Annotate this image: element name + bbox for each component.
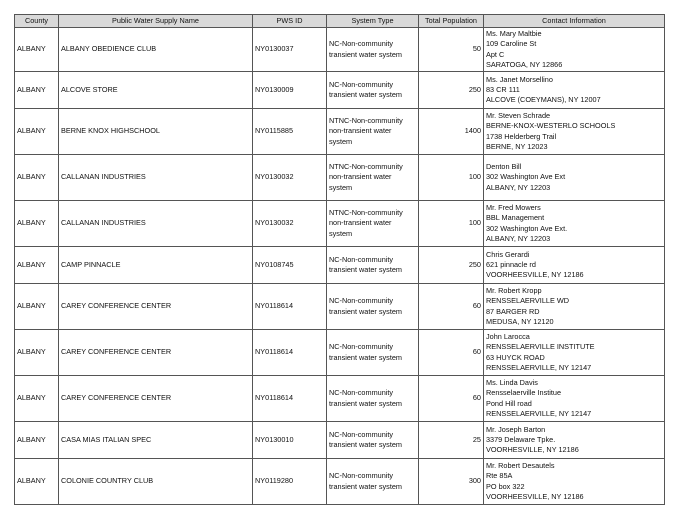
- cell-system-type: [327, 28, 419, 72]
- cell-system-type: [327, 109, 419, 155]
- cell-population: 1400: [419, 109, 484, 155]
- contact-line: ALBANY, NY 12203: [486, 182, 551, 192]
- system-type-line: transient water system: [329, 481, 402, 491]
- cell-pws-id: NY0119280: [253, 459, 327, 505]
- system-type-line: non-transient water: [329, 126, 392, 136]
- cell-contact: [484, 330, 665, 376]
- cell-contact: [484, 72, 665, 109]
- cell-system-type: [327, 72, 419, 109]
- cell-county: ALBANY: [15, 72, 59, 109]
- cell-name: CALLANAN INDUSTRIES: [59, 155, 253, 201]
- contact-line: Mr. Robert Desautels: [486, 461, 555, 471]
- header-county: County: [15, 15, 59, 28]
- contact-line: 1738 Helderberg Trail: [486, 131, 557, 141]
- system-type-line: NC-Non-community: [329, 254, 394, 264]
- table-row: [15, 247, 665, 284]
- cell-pws-id: NY0108745: [253, 247, 327, 284]
- cell-population: 60: [419, 284, 484, 330]
- cell-pws-id: NY0115885: [253, 109, 327, 155]
- system-type-line: transient water system: [329, 49, 402, 59]
- cell-contact: [484, 201, 665, 247]
- cell-population: 60: [419, 330, 484, 376]
- contact-line: Ms. Mary Maltbie: [486, 29, 542, 39]
- contact-line: Mr. Joseph Barton: [486, 424, 546, 434]
- system-type-line: system: [329, 228, 353, 238]
- table-row: [15, 330, 665, 376]
- system-type-line: system: [329, 136, 353, 146]
- contact-line: 109 Caroline St: [486, 39, 537, 49]
- cell-contact: [484, 459, 665, 505]
- cell-contact: [484, 28, 665, 72]
- contact-line: 302 Washington Ave Ext.: [486, 223, 568, 233]
- cell-system-type: [327, 247, 419, 284]
- cell-pws-id: NY0130032: [253, 201, 327, 247]
- system-type-line: transient water system: [329, 306, 402, 316]
- contact-line: 83 CR 111: [486, 84, 520, 94]
- contact-line: SARATOGA, NY 12866: [486, 59, 563, 69]
- contact-line: RENSSELAERVILLE, NY 12147: [486, 362, 592, 372]
- system-type-line: transient water system: [329, 398, 402, 408]
- cell-name: CAMP PINNACLE: [59, 247, 253, 284]
- cell-name: CAREY CONFERENCE CENTER: [59, 330, 253, 376]
- contact-line: 63 HUYCK ROAD: [486, 352, 545, 362]
- system-type-line: system: [329, 182, 353, 192]
- system-type-line: NC-Non-community: [329, 342, 394, 352]
- cell-population: 100: [419, 201, 484, 247]
- cell-population: 60: [419, 376, 484, 422]
- table-row: [15, 72, 665, 109]
- system-type-line: NC-Non-community: [329, 39, 394, 49]
- contact-line: Rte 85A: [486, 471, 513, 481]
- cell-contact: [484, 422, 665, 459]
- system-type-line: non-transient water: [329, 172, 392, 182]
- cell-county: ALBANY: [15, 376, 59, 422]
- contact-line: 87 BARGER RD: [486, 306, 540, 316]
- contact-line: Apt C: [486, 49, 505, 59]
- cell-name: COLONIE COUNTRY CLUB: [59, 459, 253, 505]
- cell-population: 250: [419, 247, 484, 284]
- cell-system-type: [327, 459, 419, 505]
- system-type-line: transient water system: [329, 265, 402, 274]
- system-type-line: NTNC-Non-community: [329, 116, 403, 126]
- contact-line: Denton Bill: [486, 162, 522, 172]
- table-row: [15, 28, 665, 72]
- header-row: [15, 15, 665, 28]
- cell-contact: [484, 247, 665, 284]
- system-type-line: NC-Non-community: [329, 388, 394, 398]
- cell-county: ALBANY: [15, 422, 59, 459]
- cell-name: ALCOVE STORE: [59, 72, 253, 109]
- cell-pws-id: NY0130009: [253, 72, 327, 109]
- cell-system-type: [327, 201, 419, 247]
- cell-name: CAREY CONFERENCE CENTER: [59, 284, 253, 330]
- cell-population: 100: [419, 155, 484, 201]
- header-system-type: System Type: [327, 15, 419, 28]
- cell-county: ALBANY: [15, 201, 59, 247]
- cell-population: 250: [419, 72, 484, 109]
- cell-name: CASA MIAS ITALIAN SPEC: [59, 422, 253, 459]
- system-type-line: NTNC-Non-community: [329, 162, 403, 172]
- cell-county: ALBANY: [15, 155, 59, 201]
- contact-line: Rensselaerville Institue: [486, 388, 562, 398]
- cell-system-type: [327, 330, 419, 376]
- cell-county: ALBANY: [15, 109, 59, 155]
- system-type-line: NC-Non-community: [329, 471, 394, 481]
- system-type-line: NC-Non-community: [329, 79, 394, 89]
- system-type-line: NTNC-Non-community: [329, 208, 403, 218]
- cell-pws-id: NY0118614: [253, 376, 327, 422]
- cell-pws-id: NY0130010: [253, 422, 327, 459]
- contact-line: BBL Management: [486, 213, 545, 223]
- cell-system-type: [327, 155, 419, 201]
- system-type-line: transient water system: [329, 440, 402, 449]
- contact-line: VOORHEESVILLE, NY 12186: [486, 270, 584, 280]
- contact-line: Mr. Fred Mowers: [486, 203, 541, 213]
- header-contact: Contact Information: [484, 15, 665, 28]
- cell-contact: [484, 284, 665, 330]
- contact-line: Mr. Robert Kropp: [486, 286, 542, 296]
- contact-line: 3379 Delaware Tpke.: [486, 434, 556, 444]
- contact-line: Chris Gerardi: [486, 249, 530, 259]
- cell-county: ALBANY: [15, 247, 59, 284]
- contact-line: PO box 322: [486, 481, 525, 491]
- contact-line: Ms. Linda Davis: [486, 378, 538, 388]
- cell-population: 50: [419, 28, 484, 72]
- contact-line: BERNE-KNOX-WESTERLO SCHOOLS: [486, 121, 616, 131]
- system-type-line: transient water system: [329, 352, 402, 362]
- table-row: [15, 155, 665, 201]
- table-row: [15, 459, 665, 505]
- contact-line: Ms. Janet Morsellino: [486, 74, 553, 84]
- cell-county: ALBANY: [15, 330, 59, 376]
- cell-pws-id: NY0118614: [253, 284, 327, 330]
- contact-line: MEDUSA, NY 12120: [486, 316, 554, 326]
- cell-county: ALBANY: [15, 28, 59, 72]
- cell-name: BERNE KNOX HIGHSCHOOL: [59, 109, 253, 155]
- contact-line: 621 pinnacle rd: [486, 259, 536, 269]
- cell-pws-id: NY0130037: [253, 28, 327, 72]
- cell-population: 25: [419, 422, 484, 459]
- contact-line: 302 Washington Ave Ext: [486, 172, 566, 182]
- cell-contact: [484, 376, 665, 422]
- contact-line: VOORHESVILLE, NY 12186: [486, 445, 579, 455]
- contact-line: ALCOVE (COEYMANS), NY 12007: [486, 95, 601, 105]
- cell-contact: [484, 155, 665, 201]
- contact-line: RENSSELAERVILLE INSTITUTE: [486, 342, 595, 352]
- table-row: [15, 109, 665, 155]
- cell-name: CAREY CONFERENCE CENTER: [59, 376, 253, 422]
- contact-line: Mr. Steven Schrade: [486, 111, 551, 121]
- contact-line: RENSSELAERVILLE, NY 12147: [486, 408, 592, 418]
- table-row: [15, 376, 665, 422]
- contact-line: Pond Hill road: [486, 398, 532, 408]
- cell-county: ALBANY: [15, 459, 59, 505]
- contact-line: VOORHEESVILLE, NY 12186: [486, 491, 584, 501]
- cell-contact: [484, 109, 665, 155]
- header-pws-id: PWS ID: [253, 15, 327, 28]
- table-row: [15, 284, 665, 330]
- table-row: [15, 422, 665, 459]
- cell-name: ALBANY OBEDIENCE CLUB: [59, 28, 253, 72]
- contact-line: BERNE, NY 12023: [486, 141, 548, 151]
- cell-system-type: [327, 284, 419, 330]
- contact-line: ALBANY, NY 12203: [486, 233, 551, 243]
- contact-line: John Larocca: [486, 332, 530, 342]
- table-row: [15, 201, 665, 247]
- cell-pws-id: NY0130032: [253, 155, 327, 201]
- cell-system-type: [327, 422, 419, 459]
- system-type-line: non-transient water: [329, 218, 392, 228]
- cell-system-type: [327, 376, 419, 422]
- cell-county: ALBANY: [15, 284, 59, 330]
- water-supply-table: [14, 14, 665, 505]
- contact-line: RENSSELAERVILLE WD: [486, 296, 569, 306]
- cell-pws-id: NY0118614: [253, 330, 327, 376]
- system-type-line: NC-Non-community: [329, 296, 394, 306]
- system-type-line: NC-Non-community: [329, 429, 394, 439]
- cell-population: 300: [419, 459, 484, 505]
- header-population: Total Population: [419, 15, 484, 28]
- system-type-line: transient water system: [329, 90, 402, 99]
- cell-name: CALLANAN INDUSTRIES: [59, 201, 253, 247]
- header-name: Public Water Supply Name: [59, 15, 253, 28]
